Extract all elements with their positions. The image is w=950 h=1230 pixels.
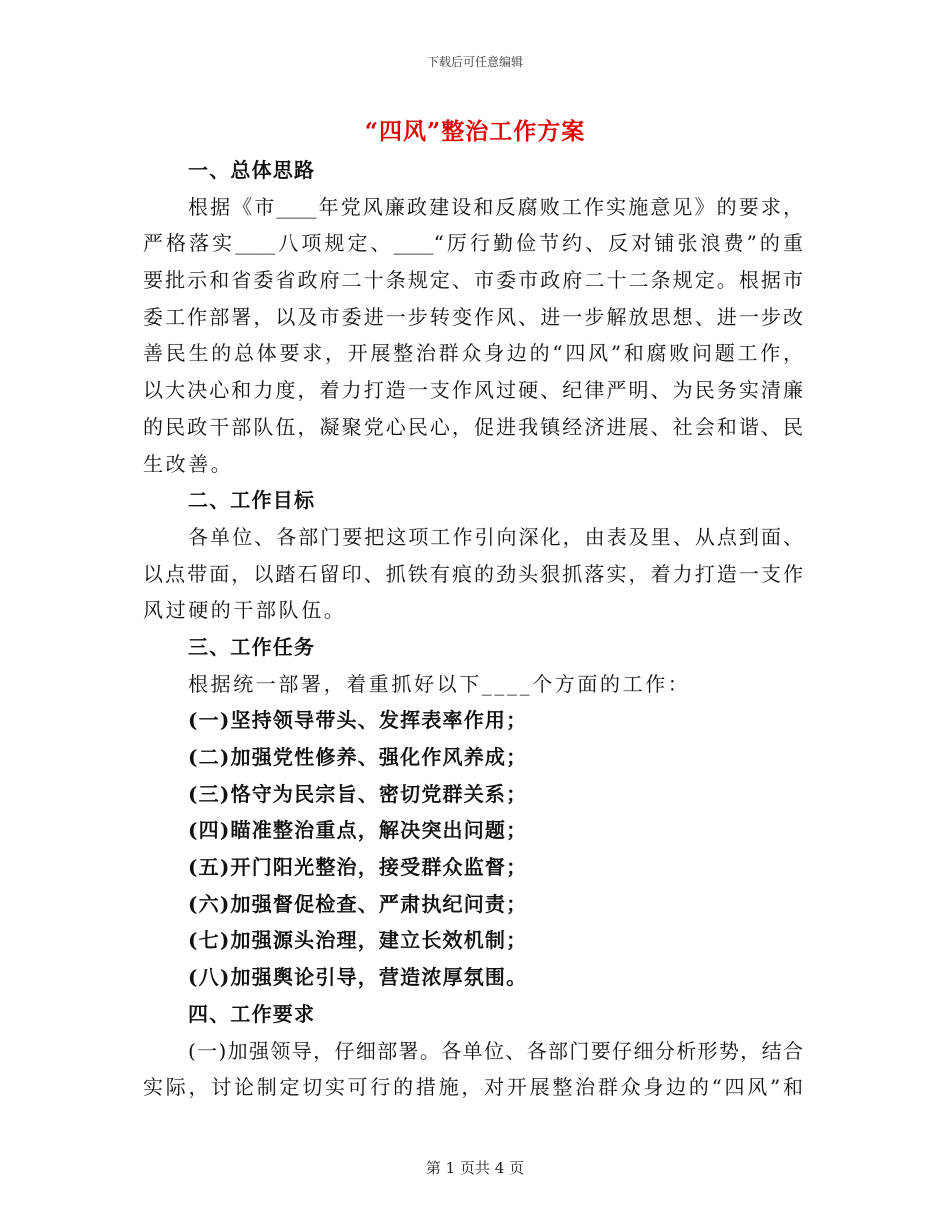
body-line: (二)加强党性修养、强化作风养成； <box>188 745 528 769</box>
body-line: 善民生的总体要求，开展整治群众身边的“四风”和腐败问题工作， <box>143 341 803 366</box>
body-line: 实际，讨论制定切实可行的措施，对开展整治群众身边的“四风”和 <box>143 1075 803 1100</box>
body-line: 三、工作任务 <box>188 634 316 659</box>
body-line: 严格落实____八项规定、____“厉行勤俭节约、反对铺张浪费”的重 <box>143 231 803 256</box>
body-line: 一、总体思路 <box>188 158 316 182</box>
body-line: 各单位、各部门要把这项工作引向深化，由表及里、从点到面、 <box>188 524 803 549</box>
body-line: 的民政干部队伍，凝聚党心民心，促进我镇经济进展、社会和谐、民 <box>143 414 803 439</box>
body-line: 以点带面，以踏石留印、抓铁有痕的劲头狠抓落实，着力打造一支作 <box>143 561 803 586</box>
body-line: (三)恪守为民宗旨、密切党群关系； <box>188 781 528 806</box>
body-line: 以大决心和力度，着力打造一支作风过硬、纪律严明、为民务实清廉 <box>143 378 803 403</box>
body-line: (一)坚持领导带头、发挥表率作用； <box>188 708 528 733</box>
body-line: 要批示和省委省政府二十条规定、市委市政府二十二条规定。根据市 <box>143 268 803 293</box>
document-title: “四风”整治工作方案 <box>364 118 586 145</box>
body-line: 生改善。 <box>143 451 234 476</box>
document-body <box>143 152 803 1106</box>
body-line: 根据统一部署，着重抓好以下____个方面的工作： <box>188 671 691 696</box>
body-line: (一)加强领导，仔细部署。各单位、各部门要仔细分析形势，结合 <box>188 1038 803 1063</box>
body-line: (六)加强督促检查、严肃执纪问责； <box>188 891 528 916</box>
body-line: 四、工作要求 <box>188 1001 316 1026</box>
page-number-footer: 第 1 页共 4 页 <box>425 1159 525 1177</box>
body-line: 风过硬的干部队伍。 <box>143 598 347 623</box>
body-line: 根据《市____年党风廉政建设和反腐败工作实施意见》的要求， <box>188 194 803 219</box>
body-line: (七)加强源头治理，建立长效机制； <box>188 928 528 953</box>
body-line: (四)瞄准整治重点，解决突出问题； <box>188 818 528 843</box>
header-note: 下载后可任意编辑 <box>426 55 523 69</box>
body-line: 二、工作目标 <box>188 488 316 513</box>
body-line: (五)开门阳光整治，接受群众监督； <box>188 855 528 880</box>
body-line: (八)加强舆论引导，营造浓厚氛围。 <box>188 965 528 990</box>
body-line: 委工作部署，以及市委进一步转变作风、进一步解放思想、进一步改 <box>143 304 803 329</box>
